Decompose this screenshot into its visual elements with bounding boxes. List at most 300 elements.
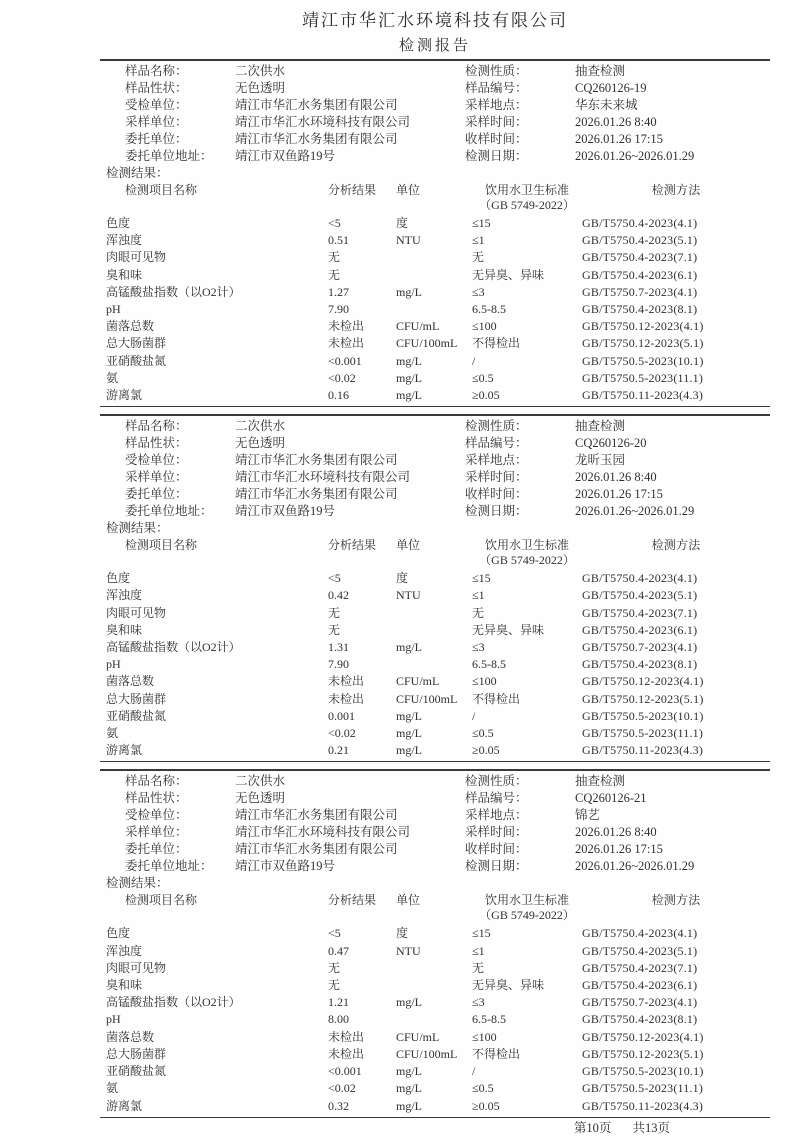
- col-header-standard: 饮用水卫生标准: [484, 893, 569, 908]
- info-label: 样品编号：: [465, 791, 528, 806]
- col-header-unit: 单位: [396, 538, 421, 553]
- table-row: [100, 925, 770, 942]
- info-value: 龙昕玉园: [575, 453, 626, 468]
- unit-cell: CFU/mL: [396, 674, 440, 689]
- table-row: [100, 335, 770, 352]
- info-label: 采样时间：: [465, 115, 528, 129]
- info-value: 二次供水: [235, 419, 286, 434]
- item-name-cell: 游离氯: [106, 1098, 143, 1113]
- standard-cell: ≤3: [472, 640, 485, 655]
- info-label: 检测性质：: [465, 64, 528, 78]
- standard-cell: ≤15: [472, 216, 491, 230]
- col-header-method: 检测方法: [651, 893, 701, 908]
- table-row: [100, 656, 770, 673]
- info-value: CQ260126-20: [575, 436, 647, 451]
- method-cell: GB/T5750.11-2023(4.3): [582, 743, 704, 758]
- info-value: 抽查检测: [575, 64, 626, 78]
- report-content: [100, 0, 770, 1138]
- info-value: 2026.01.26 17:15: [575, 487, 663, 502]
- info-value: CQ260126-21: [575, 791, 647, 806]
- result-cell: <0.02: [328, 726, 356, 741]
- method-cell: GB/T5750.4-2023(5.1): [582, 233, 698, 248]
- info-value: 靖江市华汇水务集团有限公司: [235, 453, 398, 468]
- item-name-cell: 菌落总数: [106, 319, 155, 334]
- info-value: 靖江市双鱼路19号: [235, 149, 336, 163]
- info-label: 采样地点：: [465, 453, 528, 468]
- info-value: 2026.01.26 17:15: [575, 132, 663, 146]
- method-cell: GB/T5750.4-2023(8.1): [582, 1012, 698, 1027]
- info-value: 二次供水: [235, 64, 286, 78]
- standard-cell: /: [472, 353, 476, 368]
- unit-cell: mg/L: [396, 708, 422, 723]
- standard-cell: /: [472, 1064, 476, 1079]
- info-label: 样品名称：: [125, 64, 188, 78]
- standard-cell: ≥0.05: [472, 388, 500, 403]
- result-cell: 未检出: [328, 319, 365, 334]
- method-cell: GB/T5750.4-2023(4.1): [582, 216, 698, 230]
- standard-cell: ≤0.5: [472, 726, 494, 741]
- page-number: 第10页: [573, 1120, 612, 1135]
- item-name-cell: 游离氯: [106, 743, 143, 758]
- item-name-cell: pH: [106, 302, 121, 317]
- unit-cell: mg/L: [396, 353, 422, 368]
- unit-cell: mg/L: [396, 388, 422, 403]
- info-value: 靖江市华汇水环境科技有限公司: [235, 470, 411, 485]
- info-value: 抽查检测: [575, 774, 626, 789]
- result-cell: 0.16: [328, 388, 349, 403]
- page-footer: [100, 1118, 770, 1138]
- unit-cell: mg/L: [396, 1098, 422, 1113]
- method-cell: GB/T5750.4-2023(4.1): [582, 571, 698, 586]
- standard-cell: 无: [472, 250, 485, 265]
- item-name-cell: 浑浊度: [106, 588, 143, 603]
- result-cell: 未检出: [328, 1029, 365, 1044]
- info-label: 采样时间：: [465, 825, 528, 840]
- table-row: [100, 1046, 770, 1063]
- info-label: 检测性质：: [465, 774, 528, 789]
- col-header-method: 检测方法: [651, 183, 701, 197]
- unit-cell: [396, 1011, 472, 1028]
- result-cell: 未检出: [328, 1046, 365, 1061]
- unit-cell: NTU: [396, 233, 421, 248]
- section-divider: [100, 761, 770, 771]
- item-name-cell: 肉眼可见物: [106, 250, 167, 265]
- col-header-item: 检测项目名称: [125, 538, 198, 553]
- standard-cell: ≤100: [472, 319, 497, 334]
- info-value: 2026.01.26~2026.01.29: [575, 504, 695, 519]
- unit-cell: CFU/mL: [396, 1029, 440, 1044]
- info-label: 样品性状：: [125, 791, 188, 806]
- info-value: 2026.01.26~2026.01.29: [575, 859, 695, 874]
- result-cell: 7.90: [328, 657, 349, 672]
- results-label: 检测结果：: [106, 876, 169, 891]
- info-value: 靖江市双鱼路19号: [235, 504, 336, 519]
- method-cell: GB/T5750.12-2023(4.1): [582, 319, 704, 334]
- result-cell: 1.31: [328, 640, 349, 655]
- item-name-cell: 菌落总数: [106, 674, 155, 689]
- item-name-cell: 总大肠菌群: [106, 336, 167, 351]
- result-cell: 无: [328, 978, 341, 993]
- item-name-cell: 臭和味: [106, 267, 143, 282]
- item-name-cell: pH: [106, 1012, 121, 1027]
- col-header-method: 检测方法: [651, 538, 701, 553]
- report-sections: [100, 61, 770, 1115]
- standard-cell: 无异臭、异味: [472, 978, 545, 993]
- info-value: 2026.01.26 8:40: [575, 470, 657, 485]
- table-row: [100, 943, 770, 960]
- item-name-cell: 亚硝酸盐氮: [106, 353, 167, 368]
- results-table: [100, 537, 770, 759]
- result-cell: 0.51: [328, 233, 349, 248]
- table-row: [100, 639, 770, 656]
- method-cell: GB/T5750.4-2023(8.1): [582, 302, 698, 317]
- method-cell: GB/T5750.5-2023(11.1): [582, 1081, 704, 1096]
- table-row: [100, 249, 770, 266]
- item-name-cell: 游离氯: [106, 388, 143, 403]
- standard-cell: 无: [472, 605, 485, 620]
- col-header-result: 分析结果: [328, 538, 377, 553]
- info-label: 采样单位：: [125, 470, 188, 485]
- item-name-cell: 色度: [106, 216, 131, 230]
- method-cell: GB/T5750.4-2023(6.1): [582, 622, 698, 637]
- method-cell: GB/T5750.5-2023(11.1): [582, 726, 704, 741]
- result-cell: 0.001: [328, 708, 355, 723]
- item-name-cell: 高锰酸盐指数（以O2计）: [106, 995, 241, 1010]
- item-name-cell: 肉眼可见物: [106, 960, 167, 975]
- table-row: [100, 994, 770, 1011]
- standard-cell: ≤3: [472, 995, 485, 1010]
- table-row: [100, 1063, 770, 1080]
- table-row: [100, 570, 770, 587]
- result-cell: <0.001: [328, 1064, 362, 1079]
- info-label: 检测性质：: [465, 419, 528, 434]
- standard-cell: ≤3: [472, 284, 485, 299]
- unit-cell: [396, 267, 472, 284]
- col-header-standard-gb: （GB 5749-2022）: [479, 908, 575, 923]
- info-label: 委托单位：: [125, 132, 188, 146]
- item-name-cell: 臭和味: [106, 978, 143, 993]
- info-label: 样品名称：: [125, 419, 188, 434]
- col-header-standard-gb: （GB 5749-2022）: [479, 553, 575, 568]
- unit-cell: CFU/mL: [396, 319, 440, 334]
- unit-cell: CFU/100mL: [396, 1046, 458, 1061]
- method-cell: GB/T5750.12-2023(4.1): [582, 1029, 704, 1044]
- standard-cell: ≤0.5: [472, 370, 494, 385]
- result-cell: 8.00: [328, 1012, 349, 1027]
- method-cell: GB/T5750.4-2023(5.1): [582, 588, 698, 603]
- result-cell: 1.21: [328, 995, 349, 1010]
- table-row: [100, 977, 770, 994]
- unit-cell: mg/L: [396, 284, 422, 299]
- result-cell: 0.42: [328, 588, 349, 603]
- method-cell: GB/T5750.5-2023(10.1): [582, 1064, 704, 1079]
- info-label: 收样时间：: [465, 132, 528, 146]
- unit-cell: [396, 960, 472, 977]
- info-value: 靖江市华汇水务集团有限公司: [235, 842, 398, 857]
- info-value: 靖江市双鱼路19号: [235, 859, 336, 874]
- item-name-cell: 亚硝酸盐氮: [106, 1064, 167, 1079]
- page-total: 共13页: [632, 1120, 670, 1135]
- info-value: 抽查检测: [575, 419, 626, 434]
- result-cell: 无: [328, 605, 341, 620]
- col-header-standard-gb: （GB 5749-2022）: [479, 198, 575, 212]
- standard-cell: ≤1: [472, 588, 485, 603]
- info-label: 样品名称：: [125, 774, 188, 789]
- table-header-row: [100, 182, 770, 213]
- result-cell: <5: [328, 216, 341, 230]
- item-name-cell: 总大肠菌群: [106, 1046, 167, 1061]
- method-cell: GB/T5750.11-2023(4.3): [582, 388, 704, 403]
- item-name-cell: 高锰酸盐指数（以O2计）: [106, 640, 241, 655]
- info-label: 受检单位：: [125, 98, 188, 112]
- table-row: [100, 691, 770, 708]
- table-row: [100, 215, 770, 232]
- method-cell: GB/T5750.11-2023(4.3): [582, 1098, 704, 1113]
- section-divider: [100, 406, 770, 416]
- report-section: [100, 61, 770, 404]
- result-cell: 无: [328, 960, 341, 975]
- info-label: 委托单位：: [125, 487, 188, 502]
- table-row: [100, 1080, 770, 1097]
- info-value: 无色透明: [235, 81, 286, 95]
- standard-cell: ≥0.05: [472, 743, 500, 758]
- standard-cell: /: [472, 708, 476, 723]
- standard-cell: ≤1: [472, 233, 485, 248]
- report-title: 检测报告: [398, 38, 471, 54]
- col-header-standard: 饮用水卫生标准: [484, 183, 569, 197]
- table-row: [100, 232, 770, 249]
- table-row: [100, 673, 770, 690]
- results-table: [100, 182, 770, 404]
- standard-cell: ≤0.5: [472, 1081, 494, 1096]
- info-label: 受检单位：: [125, 453, 188, 468]
- info-label: 采样单位：: [125, 115, 188, 129]
- doc-header: [100, 0, 770, 59]
- unit-cell: mg/L: [396, 726, 422, 741]
- info-label: 样品性状：: [125, 436, 188, 451]
- method-cell: GB/T5750.4-2023(7.1): [582, 250, 698, 265]
- unit-cell: 度: [396, 216, 409, 230]
- info-label: 样品编号：: [465, 81, 528, 95]
- unit-cell: 度: [396, 926, 409, 941]
- result-cell: 未检出: [328, 691, 365, 706]
- info-value: 靖江市华汇水务集团有限公司: [235, 487, 398, 502]
- method-cell: GB/T5750.4-2023(7.1): [582, 605, 698, 620]
- item-name-cell: 臭和味: [106, 622, 143, 637]
- standard-cell: ≤100: [472, 674, 497, 689]
- method-cell: GB/T5750.12-2023(4.1): [582, 674, 704, 689]
- table-row: [100, 622, 770, 639]
- info-label: 样品性状：: [125, 81, 188, 95]
- table-row: [100, 1011, 770, 1028]
- standard-cell: ≥0.05: [472, 1098, 500, 1113]
- col-header-standard: 饮用水卫生标准: [484, 538, 569, 553]
- standard-cell: ≤1: [472, 943, 485, 958]
- sample-info-grid: [100, 418, 770, 520]
- results-label: 检测结果：: [106, 166, 169, 180]
- info-value: CQ260126-19: [575, 81, 647, 95]
- result-cell: 无: [328, 267, 341, 282]
- result-cell: <0.02: [328, 1081, 356, 1096]
- result-cell: <0.001: [328, 353, 362, 368]
- result-cell: 无: [328, 622, 341, 637]
- table-row: [100, 960, 770, 977]
- unit-cell: [396, 605, 472, 622]
- result-cell: 未检出: [328, 336, 365, 351]
- item-name-cell: 氨: [106, 1081, 119, 1096]
- unit-cell: mg/L: [396, 995, 422, 1010]
- report-section: [100, 416, 770, 759]
- item-name-cell: pH: [106, 657, 121, 672]
- result-cell: <5: [328, 571, 341, 586]
- info-label: 委托单位地址：: [125, 149, 213, 163]
- info-value: 靖江市华汇水环境科技有限公司: [235, 825, 411, 840]
- col-header-unit: 单位: [396, 893, 421, 908]
- info-value: 2026.01.26 8:40: [575, 115, 657, 129]
- method-cell: GB/T5750.4-2023(7.1): [582, 960, 698, 975]
- col-header-result: 分析结果: [328, 183, 377, 197]
- method-cell: GB/T5750.4-2023(6.1): [582, 978, 698, 993]
- info-value: 2026.01.26 8:40: [575, 825, 657, 840]
- standard-cell: 6.5-8.5: [472, 302, 506, 317]
- method-cell: GB/T5750.12-2023(5.1): [582, 336, 704, 351]
- standard-cell: 6.5-8.5: [472, 1012, 506, 1027]
- unit-cell: mg/L: [396, 1064, 422, 1079]
- info-label: 样品编号：: [465, 436, 528, 451]
- result-cell: <0.02: [328, 370, 356, 385]
- result-cell: 7.90: [328, 302, 349, 317]
- method-cell: GB/T5750.5-2023(10.1): [582, 708, 704, 723]
- unit-cell: [396, 656, 472, 673]
- report-section: [100, 771, 770, 1114]
- item-name-cell: 高锰酸盐指数（以O2计）: [106, 284, 241, 299]
- table-row: [100, 742, 770, 759]
- table-row: [100, 587, 770, 604]
- info-label: 收样时间：: [465, 842, 528, 857]
- result-cell: 无: [328, 250, 341, 265]
- method-cell: GB/T5750.4-2023(4.1): [582, 926, 698, 941]
- unit-cell: mg/L: [396, 370, 422, 385]
- method-cell: GB/T5750.4-2023(8.1): [582, 657, 698, 672]
- item-name-cell: 亚硝酸盐氮: [106, 708, 167, 723]
- info-value: 2026.01.26 17:15: [575, 842, 663, 857]
- unit-cell: NTU: [396, 588, 421, 603]
- item-name-cell: 总大肠菌群: [106, 691, 167, 706]
- col-header-item: 检测项目名称: [125, 893, 198, 908]
- sample-info-grid: [100, 63, 770, 165]
- table-row: [100, 284, 770, 301]
- item-name-cell: 氨: [106, 370, 119, 385]
- standard-cell: ≤15: [472, 571, 491, 586]
- info-value: 二次供水: [235, 774, 286, 789]
- unit-cell: mg/L: [396, 1081, 422, 1096]
- info-label: 采样时间：: [465, 470, 528, 485]
- standard-cell: 无异臭、异味: [472, 267, 545, 282]
- unit-cell: NTU: [396, 943, 421, 958]
- item-name-cell: 浑浊度: [106, 943, 143, 958]
- standard-cell: 不得检出: [472, 691, 521, 706]
- info-value: 靖江市华汇水务集团有限公司: [235, 808, 398, 823]
- info-label: 委托单位：: [125, 842, 188, 857]
- info-label: 检测日期：: [465, 149, 528, 163]
- table-row: [100, 370, 770, 387]
- result-cell: 1.27: [328, 284, 349, 299]
- unit-cell: CFU/100mL: [396, 336, 458, 351]
- table-row: [100, 353, 770, 370]
- unit-cell: [396, 249, 472, 266]
- unit-cell: [396, 622, 472, 639]
- info-value: 靖江市华汇水环境科技有限公司: [235, 115, 411, 129]
- table-row: [100, 318, 770, 335]
- result-cell: 0.32: [328, 1098, 349, 1113]
- standard-cell: ≤15: [472, 926, 491, 941]
- info-label: 检测日期：: [465, 859, 528, 874]
- col-header-item: 检测项目名称: [125, 183, 198, 197]
- result-cell: 未检出: [328, 674, 365, 689]
- col-header-result: 分析结果: [328, 893, 377, 908]
- method-cell: GB/T5750.12-2023(5.1): [582, 1046, 704, 1061]
- table-row: [100, 387, 770, 404]
- item-name-cell: 色度: [106, 926, 131, 941]
- table-row: [100, 605, 770, 622]
- info-label: 委托单位地址：: [125, 504, 213, 519]
- result-cell: 0.21: [328, 743, 349, 758]
- standard-cell: ≤100: [472, 1029, 497, 1044]
- method-cell: GB/T5750.4-2023(6.1): [582, 267, 698, 282]
- table-header-row: [100, 537, 770, 568]
- unit-cell: CFU/100mL: [396, 691, 458, 706]
- table-row: [100, 267, 770, 284]
- table-header-row: [100, 892, 770, 923]
- standard-cell: 不得检出: [472, 336, 521, 351]
- method-cell: GB/T5750.5-2023(10.1): [582, 353, 704, 368]
- item-name-cell: 色度: [106, 571, 131, 586]
- item-name-cell: 菌落总数: [106, 1029, 155, 1044]
- result-cell: <5: [328, 926, 341, 941]
- info-value: 无色透明: [235, 436, 286, 451]
- info-label: 检测日期：: [465, 504, 528, 519]
- standard-cell: 不得检出: [472, 1046, 521, 1061]
- info-label: 采样地点：: [465, 808, 528, 823]
- table-row: [100, 725, 770, 742]
- table-row: [100, 1098, 770, 1115]
- table-row: [100, 708, 770, 725]
- item-name-cell: 氨: [106, 726, 119, 741]
- result-cell: 0.47: [328, 943, 349, 958]
- results-table: [100, 892, 770, 1114]
- info-label: 采样地点：: [465, 98, 528, 112]
- standard-cell: 无异臭、异味: [472, 622, 545, 637]
- info-value: 2026.01.26~2026.01.29: [575, 149, 695, 163]
- item-name-cell: 肉眼可见物: [106, 605, 167, 620]
- standard-cell: 无: [472, 960, 485, 975]
- method-cell: GB/T5750.4-2023(5.1): [582, 943, 698, 958]
- sample-info-grid: [100, 773, 770, 875]
- method-cell: GB/T5750.7-2023(4.1): [582, 995, 698, 1010]
- method-cell: GB/T5750.7-2023(4.1): [582, 284, 698, 299]
- item-name-cell: 浑浊度: [106, 233, 143, 248]
- info-value: 靖江市华汇水务集团有限公司: [235, 132, 398, 146]
- unit-cell: [396, 301, 472, 318]
- info-value: 锦艺: [575, 808, 601, 823]
- info-value: 华东未来城: [575, 98, 638, 112]
- col-header-unit: 单位: [396, 183, 421, 197]
- info-value: 无色透明: [235, 791, 286, 806]
- unit-cell: mg/L: [396, 743, 422, 758]
- method-cell: GB/T5750.12-2023(5.1): [582, 691, 704, 706]
- standard-cell: 6.5-8.5: [472, 657, 506, 672]
- unit-cell: mg/L: [396, 640, 422, 655]
